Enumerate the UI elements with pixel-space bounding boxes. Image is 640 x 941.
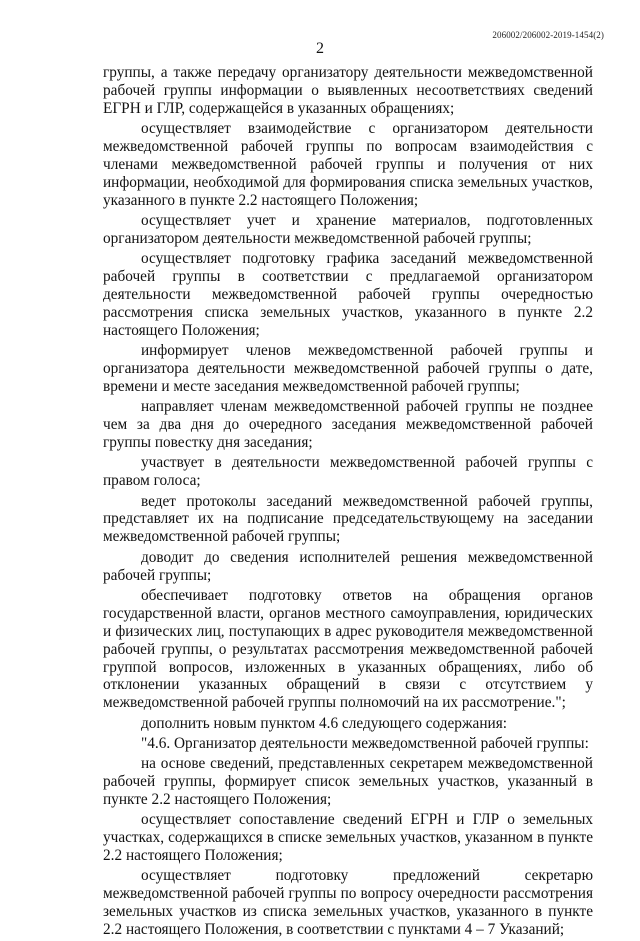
paragraph: осуществляет подготовку графика заседаний межведомственной рабочей группы в соответствии с предлагаемой организатором деятельности межведомственной рабочей группы очередностью рассмотрения списка земельных участков, указанного в пункте 2.2 настоящего Положения; xyxy=(103,250,593,339)
paragraph: направляет членам межведомственной рабочей группы не позднее чем за два дня до очередного заседания межведомственной рабочей группы повестку дня заседания; xyxy=(103,398,593,452)
paragraph: осуществляет учет и хранение материалов, подготовленных организатором деятельности межведомственной рабочей группы; xyxy=(103,212,593,247)
paragraph: дополнить новым пунктом 4.6 следующего содержания: xyxy=(141,714,507,732)
paragraph-heading-4-6: "4.6. Организатор деятельности межведомственной рабочей группы: xyxy=(141,734,589,752)
paragraph: на основе сведений, представленных секретарем межведомственной рабочей группы, формирует список земельных участков, указанный в пункте 2.2 настоящего Положения; xyxy=(103,755,593,809)
document-id: 206002/206002-2019-1454(2) xyxy=(492,30,604,40)
paragraph: ведет протоколы заседаний межведомственной рабочей группы, представляет их на подписание председательствующему на заседании межведомственной рабочей группы; xyxy=(103,492,593,546)
paragraph: информирует членов межведомственной рабочей группы и организатора деятельности межведомственной рабочей группы о дате, времени и месте заседания межведомственной рабочей группы; xyxy=(103,342,593,395)
paragraph: обеспечивает подготовку ответов на обращения органов государственной власти, органов местного самоуправления, юридических и физических лиц, поступающих в адрес руководителя межведомственной рабочей группы, о результатах рассмотрения межведомственной рабочей группой вопросов, изложенных в указанных обращениях, либо об отклонении указанных обращений в связи с отсутствием у межведомственной рабочей группы полномочий на их рассмотрение."; xyxy=(103,586,593,712)
document-body xyxy=(103,64,593,941)
paragraph: осуществляет подготовку предложений секретарю межведомственной рабочей группы по вопросу очередности рассмотрения земельных участков из списка земельных участков, указанного в пункте 2.2 настоящего Положения, в соответствии с пунктами 4 – 7 Указаний; xyxy=(103,867,593,939)
paragraph: осуществляет взаимодействие с организатором деятельности межведомственной рабочей группы по вопросам взаимодействия с членами межведомственной рабочей группы и получения от них информации, необходимой для формирования списка земельных участков, указанного в пункте 2.2 настоящего Положения; xyxy=(103,120,593,209)
page-number: 2 xyxy=(316,40,324,57)
paragraph: осуществляет сопоставление сведений ЕГРН и ГЛР о земельных участках, содержащихся в списке земельных участков, указанном в пункте 2.2 настоящего Положения; xyxy=(103,811,593,865)
paragraph: участвует в деятельности межведомственной рабочей группы с правом голоса; xyxy=(103,454,593,490)
paragraph: доводит до сведения исполнителей решения межведомственной рабочей группы; xyxy=(103,548,593,584)
paragraph-continuation: группы, а также передачу организатору деятельности межведомственной рабочей группы информации о выявленных несоответствиях сведений ЕГРН и ГЛР, содержащейся в указанных обращениях; xyxy=(103,64,593,117)
